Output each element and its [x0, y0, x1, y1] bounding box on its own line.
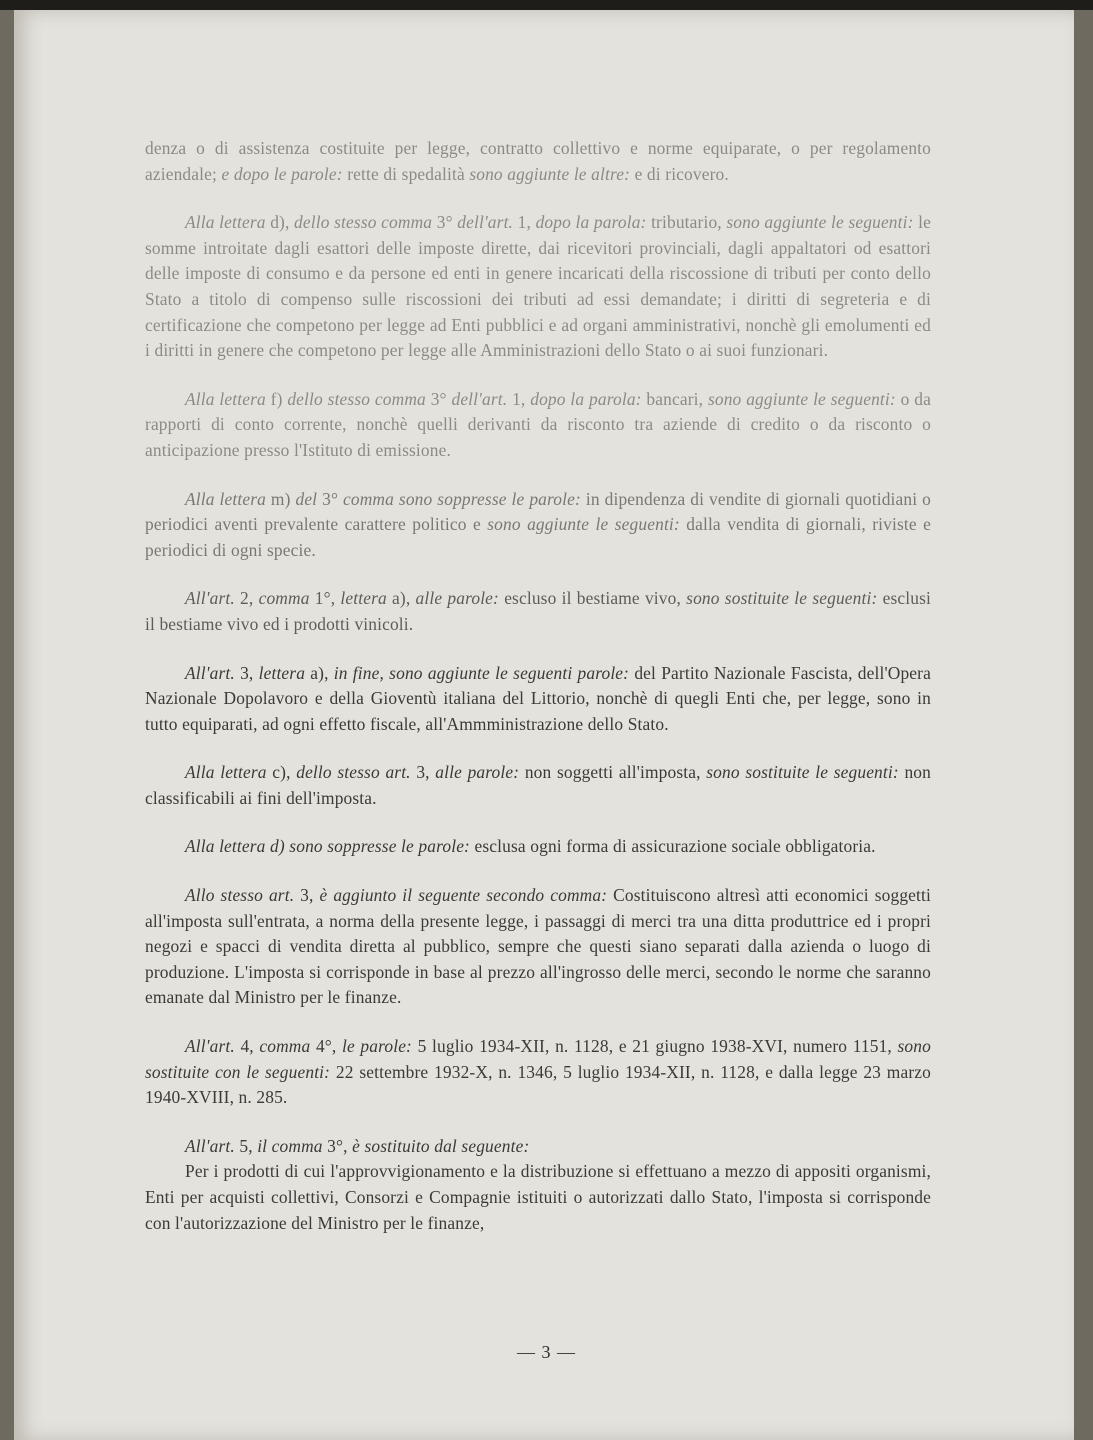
- italic-run: Alla lettera: [185, 388, 271, 409]
- text-run: 3°: [322, 488, 343, 509]
- paragraph: [145, 1134, 931, 1160]
- paragraph: [145, 1034, 931, 1111]
- italic-run: sono aggiunte le seguenti:: [707, 388, 901, 409]
- italic-run: comma: [258, 588, 315, 609]
- text-run: denza o di assistenza costituite per legge, contratto collettivo e norme equiparate, o per regolamento aziendale;: [145, 138, 931, 184]
- text-run: 3,: [300, 885, 320, 906]
- text-run: 3,: [416, 762, 436, 783]
- italic-run: in fine, sono aggiunte le seguenti parole:: [333, 662, 635, 683]
- italic-run: dopo la parola:: [530, 388, 647, 409]
- italic-run: è aggiunto il seguente secondo comma:: [319, 885, 614, 906]
- text-run: 4°,: [315, 1036, 342, 1057]
- italic-run: Allo stesso art.: [185, 885, 301, 906]
- text-run: c),: [272, 762, 297, 783]
- body-text: [145, 136, 931, 1259]
- text-run: m): [270, 488, 296, 509]
- text-run: a),: [310, 662, 334, 683]
- italic-run: e dopo le parole:: [221, 163, 348, 184]
- paragraph: [145, 883, 931, 1011]
- italic-run: del: [295, 488, 323, 509]
- text-run: tributario,: [651, 212, 727, 233]
- italic-run: sono aggiunte le seguenti:: [726, 212, 919, 233]
- paragraph: [145, 210, 931, 364]
- paragraph: [145, 586, 931, 637]
- paragraph: [145, 661, 931, 738]
- paragraph: [145, 136, 931, 187]
- text-run: f): [270, 388, 288, 409]
- italic-run: Alla lettera d) sono soppresse le parole:: [185, 836, 475, 857]
- italic-run: sono sostituite con le seguenti:: [145, 1036, 931, 1082]
- text-run: le somme introitate dagli esattori delle imposte dirette, dai ricevitori provinciali, dagli appaltatori od esattori delle imposte di consumo e da persone ed enti in genere incaricati della riscossione di tributi per conto dello Stato a titolo di compenso sulle riscossioni dei tributi ad essi demandate; i diritti di segreteria e di certificazione che competono per legge ad Enti pubblici e ad organi amministrativi, nonchè gli emolumenti ed i diritti in genere che competono per legge alle Amministrazioni dello Stato o ai suoi funzionari.: [145, 212, 931, 361]
- text-run: escluso il bestiame vivo,: [504, 588, 687, 609]
- text-run: a),: [392, 588, 416, 609]
- page-number: — 3 —: [517, 1342, 576, 1362]
- paragraph: [145, 760, 931, 811]
- text-run: non soggetti all'imposta,: [524, 762, 707, 783]
- italic-run: Alla lettera: [185, 212, 271, 233]
- text-run: o da rapporti di conto corrente, nonchè quelli derivanti da risconto tra aziende di credito o da risconto o anticipazione presso l'Istituto di emissione.: [145, 388, 932, 460]
- text-run: 3,: [240, 662, 259, 683]
- text-run: Per i prodotti di cui l'approvvigionamento e la distribuzione si effettuano a mezzo di appositi organismi, Enti per acquisti collettivi, Consorzi e Compagnie istituiti o autorizzati dallo Stato, l'imposta si corrisponde con l'autorizzazione del Ministro per le finanze,: [145, 1161, 931, 1233]
- italic-run: lettera: [258, 662, 311, 683]
- text-run: 3°: [430, 388, 452, 409]
- text-run: 1°,: [314, 588, 341, 609]
- italic-run: le parole:: [341, 1036, 418, 1057]
- italic-run: All'art.: [185, 1036, 241, 1057]
- text-run: dalla vendita di giornali, riviste e periodici di ogni specie.: [145, 514, 931, 560]
- text-run: Costituiscono altresì atti economici soggetti all'imposta sull'entrata, a norma della presente legge, i passaggi di merci tra una ditta produttrice ed i propri negozi e spacci di vendita diretta al pubblico, sempre che questi siano separati dalla azienda o luogo di produzione. L'imposta si corrisponde in base al prezzo all'ingrosso delle merci, secondo le norme che saranno emanate dal Ministro per le finanze.: [145, 885, 931, 1008]
- italic-run: il comma: [257, 1135, 328, 1156]
- text-run: esclusi il bestiame vivo ed i prodotti vinicoli.: [145, 588, 932, 634]
- text-run: e di ricovero.: [634, 163, 729, 184]
- text-run: bancari,: [646, 388, 708, 409]
- paragraph: [145, 1159, 931, 1236]
- text-run: 3°: [436, 212, 458, 233]
- scan-top-edge: [0, 0, 1093, 10]
- italic-run: Alla lettera: [185, 762, 273, 783]
- italic-run: alle parole:: [415, 588, 505, 609]
- text-run: 1,: [512, 388, 531, 409]
- paragraph: [145, 387, 931, 464]
- text-run: rette di spedalità: [347, 163, 470, 184]
- italic-run: alle parole:: [435, 762, 525, 783]
- italic-run: comma: [259, 1036, 316, 1057]
- italic-run: sono sostituite le seguenti:: [686, 588, 883, 609]
- italic-run: sono sostituite le seguenti:: [706, 762, 905, 783]
- italic-run: sono aggiunte le altre:: [469, 163, 635, 184]
- italic-run: All'art.: [185, 588, 241, 609]
- italic-run: dello stesso comma: [287, 388, 431, 409]
- italic-run: dopo la parola:: [535, 212, 652, 233]
- italic-run: lettera: [340, 588, 393, 609]
- italic-run: dello stesso art.: [296, 762, 417, 783]
- text-run: d),: [270, 212, 295, 233]
- italic-run: dell'art.: [457, 212, 518, 233]
- italic-run: comma sono soppresse le parole:: [343, 488, 586, 509]
- text-run: in dipendenza di vendite di giornali quotidiani o periodici aventi prevalente carattere politico e: [145, 488, 931, 535]
- text-run: 3°,: [327, 1135, 353, 1156]
- text-run: non classificabili ai fini dell'imposta.: [145, 762, 931, 808]
- text-run: 5,: [239, 1135, 258, 1156]
- text-run: 5 luglio 1934-XII, n. 1128, e 21 giugno 1938-XVI, numero 1151,: [417, 1036, 898, 1057]
- italic-run: dell'art.: [451, 388, 513, 409]
- italic-run: All'art.: [185, 1135, 240, 1156]
- italic-run: Alla lettera: [185, 488, 271, 509]
- text-run: 1,: [517, 212, 536, 233]
- italic-run: sono aggiunte le seguenti:: [487, 514, 687, 535]
- italic-run: dello stesso comma: [294, 212, 437, 233]
- text-run: del Partito Nazionale Fascista, dell'Opera Nazionale Dopolavoro e della Gioventù italiana del Littorio, nonchè di quegli Enti che, per legge, sono in tutto equiparati, ad ogni effetto fiscale, all'Ammministrazione dello Stato.: [145, 662, 931, 734]
- text-run: 2,: [240, 588, 259, 609]
- italic-run: All'art.: [185, 662, 241, 683]
- paragraph: [145, 834, 931, 860]
- paragraph: [145, 487, 931, 564]
- text-run: esclusa ogni forma di assicurazione sociale obbligatoria.: [474, 836, 876, 857]
- text-run: 22 settembre 1932-X, n. 1346, 5 luglio 1934-XII, n. 1128, e dalla legge 23 marzo 1940-XVIII, n. 285.: [145, 1061, 931, 1108]
- italic-run: è sostituito dal seguente:: [352, 1135, 530, 1156]
- text-run: 4,: [240, 1036, 260, 1057]
